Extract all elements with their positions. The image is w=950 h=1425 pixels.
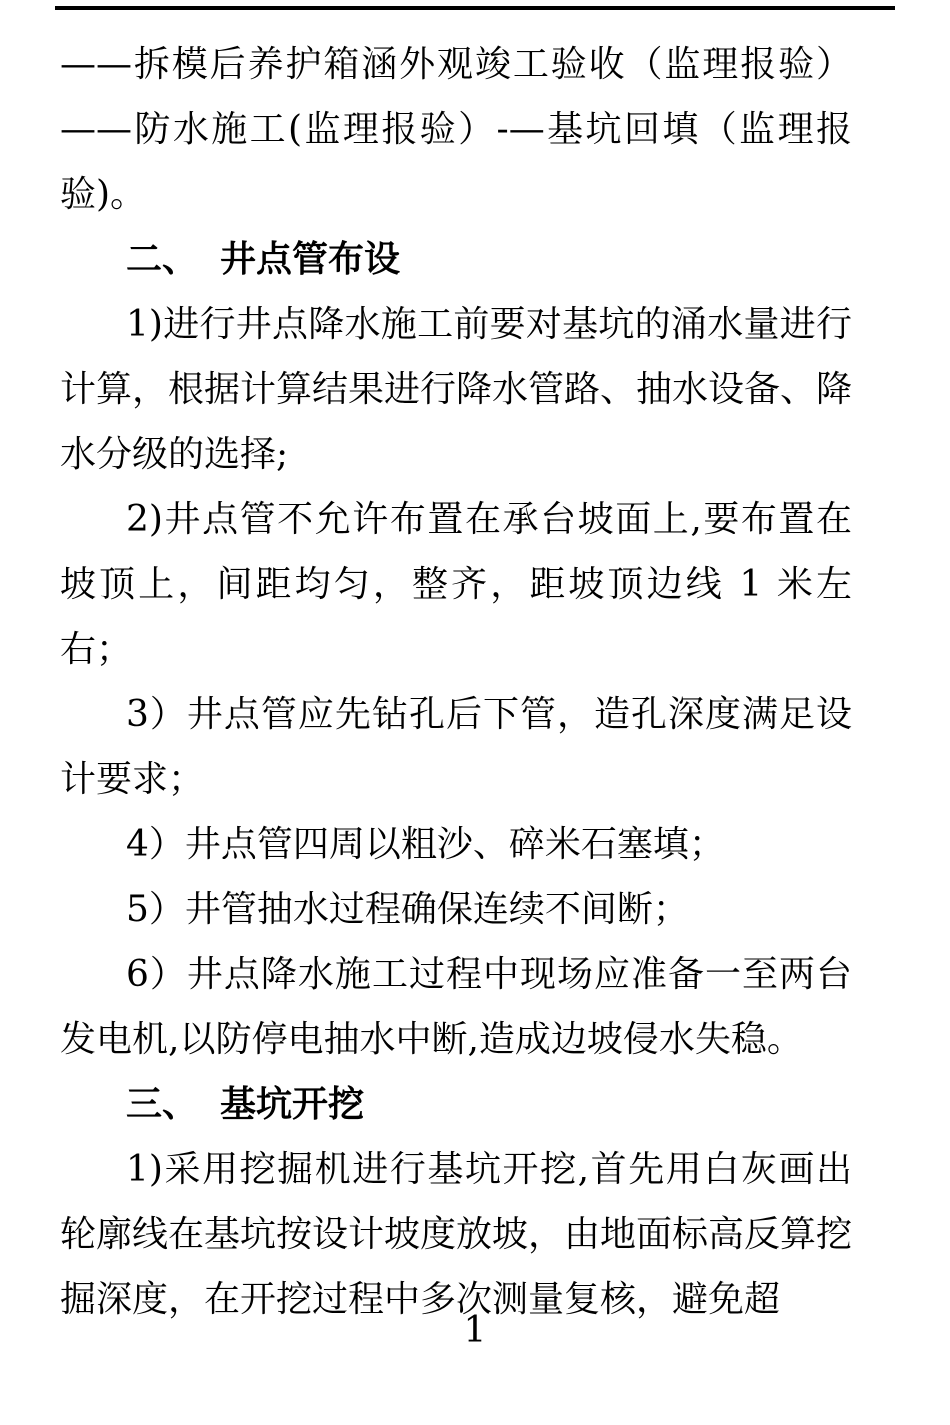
paragraph-item-2: 2)井点管不允许布置在承台坡面上,要布置在坡顶上，间距均匀，整齐，距坡顶边线 1 米左右； [60,499,852,670]
section-heading-3 [60,1072,852,1137]
section-number: 三、 [126,1083,199,1125]
section-number: 二、 [126,238,199,280]
paragraph-item-6: 6）井点降水施工过程中现场应准备一至两台发电机,以防停电抽水中断,造成边坡侵水失稳。 [60,954,852,1060]
document-body [60,32,852,1332]
paragraph-item-3: 3）井点管应先钻孔后下管，造孔深度满足设计要求； [60,694,852,800]
paragraph-excavation-1: 1)采用挖掘机进行基坑开挖,首先用白灰画出轮廓线在基坑按设计坡度放坡，由地面标高反算挖掘深度，在开挖过程中多次测量复核，避免超 [60,1149,853,1320]
paragraph-item-1: 1)进行井点降水施工前要对基坑的涌水量进行计算，根据计算结果进行降水管路、抽水设备、降水分级的选择; [60,304,853,475]
page-number: 1 [463,1310,487,1351]
paragraph-item-5: 5）井管抽水过程确保连续不间断； [126,889,689,930]
section-heading-2 [60,227,852,292]
section-title: 基坑开挖 [220,1083,365,1125]
header-rule [55,6,895,10]
paragraph-intro: ——拆模后养护箱涵外观竣工验收（监理报验）——防水施工(监理报验）-—基坑回填（监理报验)。 [60,44,852,215]
paragraph-item-4: 4）井点管四周以粗沙、碎米石塞填； [126,824,725,865]
section-title: 井点管布设 [220,238,401,280]
